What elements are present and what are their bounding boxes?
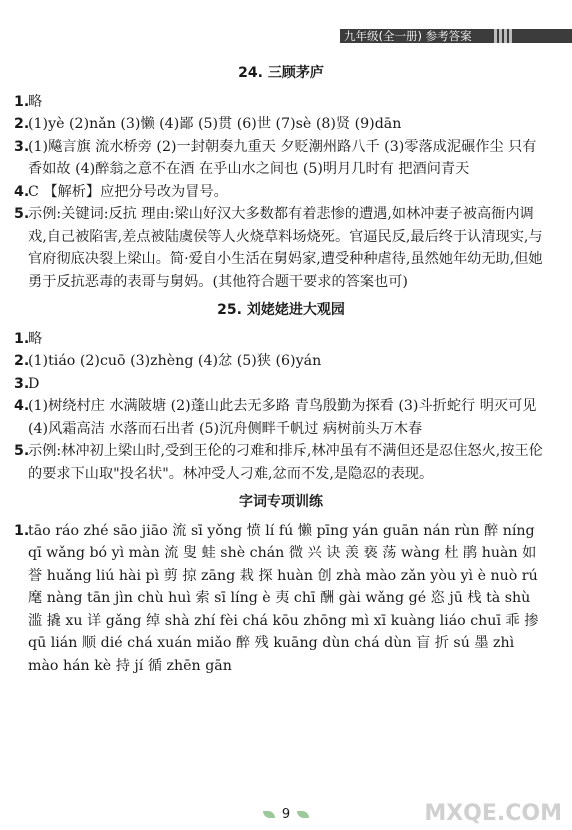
item-number: 1. <box>14 330 30 347</box>
watermark-logo: MXQE.COM <box>424 801 562 826</box>
answer-item <box>14 203 548 293</box>
item-number: 5. <box>14 443 30 459</box>
item-number: 3. <box>14 375 30 392</box>
item-text: (1)yè (2)nǎn (3)懒 (4)鄙 (5)贯 (6)世 (7)sè (8)贤 (9)dān <box>28 116 402 132</box>
item-text: tāo ráo zhé sāo jiāo 流 sī yǒng 愤 lí fú 懒 pīng yán guān nán rùn 醉 níng qī wǎng bó yì màn 流 叟 蛙 shè chán 微 兴 诀 羡 亵 荡 wàng 杜 鹃 huàn 如 誉 huǎng liú hài pì 剪 掠 zāng 栽 探 huàn 创 zhà mào zǎn yòu yì è nuò rú 麾 nàng tān jìn chù huì 索 sī líng è 夷 chī 酬 gài wǎng gé 恣 jū 栈 tà shù 滥 撬 xu 详 gǎng 绰 shà zhí fèi chá kōu zhōng mì xī kuàng liáo chuī 乖 掺 qū lián 顺 dié chá xuán miǎo 醉 残 kuāng dùn chá dùn 盲 折 sú 墨 zhì mào hán kè 持 jí 循 zhēn gān <box>28 522 539 674</box>
item-number: 2. <box>14 353 30 369</box>
header-label: 九年级(全一册) 参考答案 <box>344 29 472 43</box>
item-text: (1)树绕村庄 水满陂塘 (2)蓬山此去无多路 青鸟殷勤为探看 (3)斗折蛇行 明灭可见 (4)风霜高洁 水落而石出者 (5)沉舟侧畔千帆过 病树前头万木春 <box>28 398 537 437</box>
section-title: 字词专项训练 <box>239 494 323 510</box>
item-number: 5. <box>14 206 30 222</box>
answer-content <box>14 56 548 677</box>
item-text: 示例:林冲初上梁山时,受到王伦的刁难和排斥,林冲虽有不满但还是忍住怒火,按王伦的要求下山取"投名状"。林冲受人刁难,忿而不发,是隐忍的表现。 <box>28 443 543 482</box>
item-number: 3. <box>14 138 30 155</box>
item-text: (1)tiáo (2)cuō (3)zhèng (4)忿 (5)狭 (6)yán <box>28 353 322 369</box>
answer-item <box>14 520 548 678</box>
page-number: 9 <box>281 807 291 822</box>
answer-item <box>14 113 548 136</box>
item-text: 略 <box>28 93 43 110</box>
item-number: 1. <box>14 522 30 539</box>
header-stripes <box>494 29 514 43</box>
answer-item <box>14 136 548 181</box>
answer-item <box>14 91 548 114</box>
page-header <box>340 0 572 46</box>
answer-item <box>14 440 548 485</box>
item-number: 4. <box>14 398 30 414</box>
answer-item <box>14 373 548 396</box>
item-text: 略 <box>28 330 43 347</box>
answer-item <box>14 350 548 373</box>
item-text: (1)飚言旗 流水桥旁 (2)一封朝奏九重天 夕贬潮州路八千 (3)零落成泥碾作尘 只有香如故 (4)醉翁之意不在酒 在乎山水之间也 (5)明月几时有 把酒问青天 <box>28 138 537 177</box>
section-title: 24. 三顾茅庐 <box>238 65 324 81</box>
answer-item <box>14 181 548 204</box>
section-title: 25. 刘姥姥进大观园 <box>217 302 345 318</box>
leaf-icon <box>297 811 309 818</box>
item-number: 4. <box>14 183 30 200</box>
item-text: C 【解析】应把分号改为冒号。 <box>28 183 228 200</box>
item-text: 示例:关键词:反抗 理由:梁山好汉大多数都有着悲惨的遭遇,如林冲妻子被高衙内调戏,自己被陷害,差点被陆虞侯等人火烧草料场烧死。官逼民反,最后终于认清现实,与官府彻底决裂上梁山。简·爱自小生活在舅妈家,遭受种种虐待,虽然她年幼无助,但她勇于反抗恶毒的表哥与舅妈。(其他符合题干要求的答案也可) <box>28 206 543 290</box>
answer-item <box>14 395 548 440</box>
item-text: D <box>28 375 40 392</box>
item-number: 1. <box>14 93 30 110</box>
item-number: 2. <box>14 116 30 132</box>
answer-item <box>14 328 548 351</box>
leaf-icon <box>263 811 275 818</box>
